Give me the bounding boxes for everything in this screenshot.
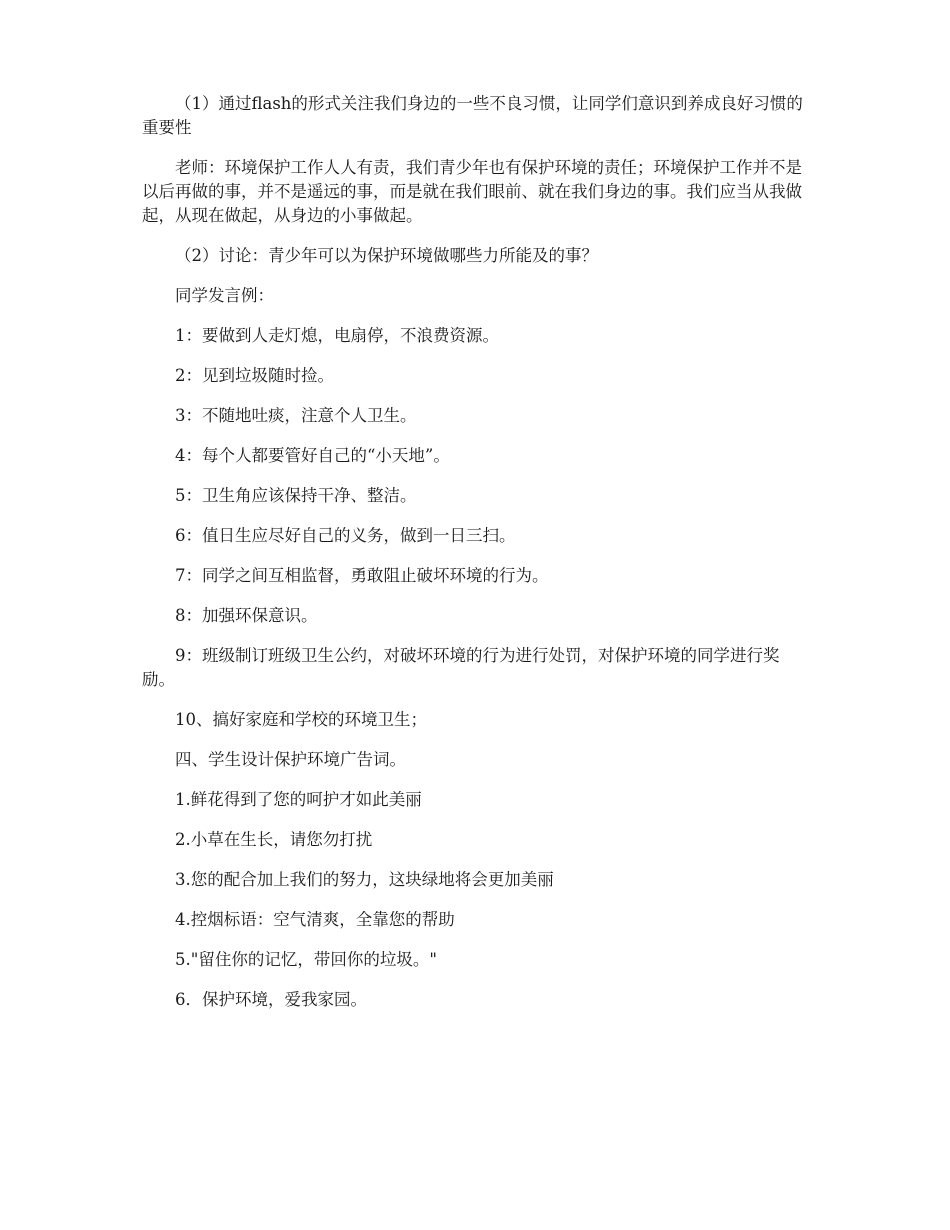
list-item-example-6: 6：值日生应尽好自己的义务，做到一日三扫。	[175, 526, 516, 545]
list-item-example-3: 3：不随地吐痰，注意个人卫生。	[175, 406, 417, 425]
list-item-example-2: 2：见到垃圾随时捡。	[175, 366, 334, 385]
list-item-example-5: 5：卫生角应该保持干净、整洁。	[175, 486, 417, 505]
paragraph-discussion-question: （2）讨论：青少年可以为保护环境做哪些力所能及的事？	[175, 246, 598, 265]
list-item-slogan-4: 4.控烟标语：空气清爽，全靠您的帮助	[175, 910, 455, 929]
list-item-slogan-5: 5."留住你的记忆，带回你的垃圾。"	[175, 950, 437, 969]
list-item-slogan-3: 3.您的配合加上我们的努力，这块绿地将会更加美丽	[175, 870, 554, 889]
list-item-example-7: 7：同学之间互相监督，勇敢阻止破坏环境的行为。	[175, 566, 549, 585]
paragraph-flash-intro: （1）通过flash的形式关注我们身边的一些不良习惯，让同学们意识到养成良好习惯的重要性	[142, 94, 803, 137]
list-item-example-4: 4：每个人都要管好自己的“小天地”。	[175, 446, 450, 465]
list-item-example-8: 8：加强环保意识。	[175, 606, 318, 625]
list-item-example-9: 9：班级制订班级卫生公约，对破坏环境的行为进行处罚，对保护环境的同学进行奖励。	[142, 646, 780, 689]
document-page	[142, 92, 812, 1028]
paragraph-student-examples-heading: 同学发言例：	[175, 286, 274, 305]
list-item-slogan-1: 1.鲜花得到了您的呵护才如此美丽	[175, 790, 422, 809]
paragraph-teacher-remarks: 老师：环境保护工作人人有责，我们青少年也有保护环境的责任；环境保护工作并不是以后再做的事，并不是遥远的事，而是就在我们眼前、就在我们身边的事。我们应当从我做起，从现在做起，从身边的小事做起。	[142, 158, 802, 225]
section-heading-slogans: 四、学生设计保护环境广告词。	[175, 750, 406, 769]
list-item-example-1: 1：要做到人走灯熄，电扇停，不浪费资源。	[175, 326, 499, 345]
list-item-slogan-6: 6．保护环境，爱我家园。	[175, 990, 367, 1009]
list-item-example-10: 10、搞好家庭和学校的环境卫生；	[175, 710, 427, 729]
list-item-slogan-2: 2.小草在生长，请您勿打扰	[175, 830, 373, 849]
